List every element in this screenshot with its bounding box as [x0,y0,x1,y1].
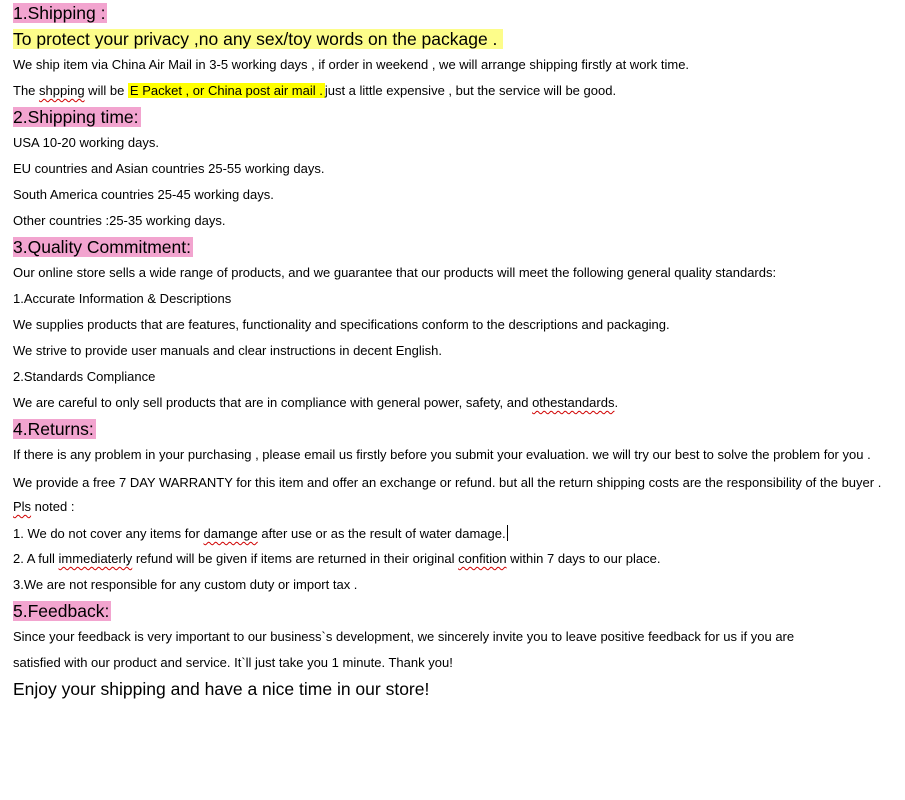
spelling-error: immediaterly [58,551,133,566]
quality-sub2: 2.Standards Compliance [13,369,156,384]
shipping-time-heading: 2.Shipping time: [13,107,139,127]
returns-noted: Pls noted : [13,499,75,514]
returns-item-3: 3.We are not responsible for any custom duty or import tax . [13,577,358,592]
returns-line-2: We provide a free 7 DAY WARRANTY for this item and offer an exchange or refund. but all the return shipping costs are the responsibility of the buyer . [13,475,882,490]
epacket-highlight: E Packet , or China post air mail . [129,83,323,98]
shipping-line-1: We ship item via China Air Mail in 3-5 working days , if order in weekend , we will arrange shipping firstly at work time. [13,57,690,72]
closing-line: Enjoy your shipping and have a nice time in our store! [13,679,430,699]
spelling-error: confition [458,551,507,566]
shipping-time-usa: USA 10-20 working days. [13,135,159,150]
feedback-heading: 5.Feedback: [13,601,110,621]
feedback-line-1: Since your feedback is very important to our business`s development, we sincerely invite you to leave positive feedback for us if you are [13,629,795,644]
returns-item-2: 2. A full immediaterly refund will be given if items are returned in their original confition within 7 days to our place. [13,551,661,566]
quality-sub1-line1: We supplies products that are features, functionality and specifications conform to the descriptions and packaging. [13,317,670,332]
quality-intro: Our online store sells a wide range of products, and we guarantee that our products will meet the following general quality standards: [13,265,777,280]
returns-heading: 4.Returns: [13,419,94,439]
spelling-error: damange [203,526,258,541]
spelling-error: Pls [13,499,32,514]
privacy-note: To protect your privacy ,no any sex/toy words on the package . [13,28,503,50]
shipping-time-other: Other countries :25-35 working days. [13,213,226,228]
returns-line-1: If there is any problem in your purchasing , please email us firstly before you submit your evaluation. we will try our best to solve the problem for you . [13,447,871,462]
spelling-error: shpping [39,83,85,98]
text-cursor [507,525,508,541]
quality-sub1-line2: We strive to provide user manuals and clear instructions in decent English. [13,343,442,358]
returns-item-1: 1. We do not cover any items for damange after use or as the result of water damage. [13,526,506,541]
quality-sub1: 1.Accurate Information & Descriptions [13,291,232,306]
feedback-line-2: satisfied with our product and service. It`ll just take you 1 minute. Thank you! [13,655,453,670]
shipping-line-2: The shpping will be E Packet , or China post air mail . just a little expensive , but the service will be good. [13,83,617,98]
shipping-time-eu: EU countries and Asian countries 25-55 working days. [13,161,325,176]
spelling-error: othestandards [532,395,615,410]
shipping-time-south-america: South America countries 25-45 working days. [13,187,274,202]
quality-sub2-line: We are careful to only sell products that are in compliance with general power, safety, and othestandards. [13,395,619,410]
shipping-heading: 1.Shipping : [13,3,106,23]
quality-heading: 3.Quality Commitment: [13,237,191,257]
